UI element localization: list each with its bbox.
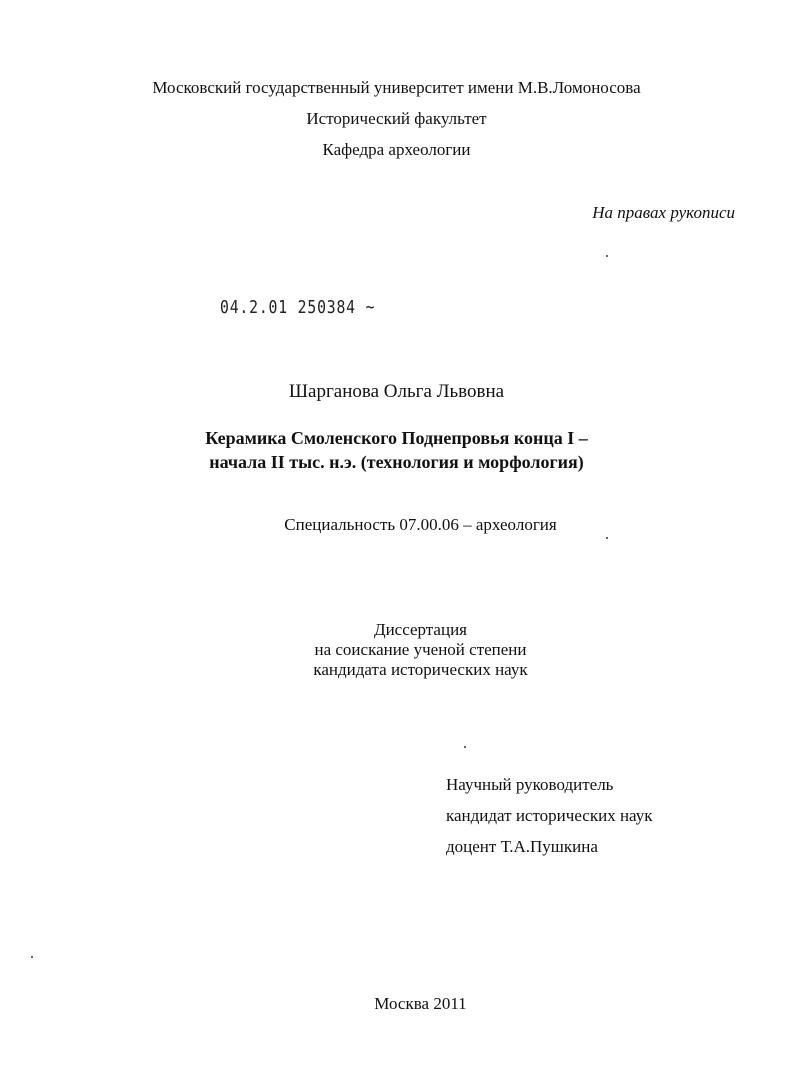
- specialty: Специальность 07.00.06 – археология: [284, 515, 557, 534]
- scan-speck: [31, 956, 33, 958]
- scan-speck: [464, 746, 466, 748]
- dissertation-title-line-2: начала II тыс. н.э. (технология и морфология): [209, 452, 584, 472]
- dissertation-label: Диссертация: [373, 620, 467, 639]
- degree-name: кандидата исторических наук: [313, 660, 528, 679]
- faculty-name: Исторический факультет: [306, 109, 487, 128]
- dissertation-title-line-1: Керамика Смоленского Поднепровья конца I –: [205, 428, 588, 448]
- scan-speck: [606, 255, 608, 257]
- department-name: Кафедра археологии: [322, 140, 471, 159]
- scan-speck: [606, 537, 608, 539]
- author-name: Шарганова Ольга Львовна: [288, 381, 505, 402]
- archive-stamp: 04.2.01 250384 ~: [220, 297, 376, 318]
- city-year: Москва 2011: [374, 994, 467, 1013]
- manuscript-note: На правах рукописи: [592, 203, 735, 222]
- supervisor-role: Научный руководитель: [446, 775, 614, 794]
- university-name: Московский государственный университет имени М.В.Ломоносова: [152, 78, 641, 97]
- supervisor-name: доцент Т.А.Пушкина: [446, 837, 598, 856]
- supervisor-degree: кандидат исторических наук: [446, 806, 653, 825]
- degree-purpose: на соискание ученой степени: [314, 640, 527, 659]
